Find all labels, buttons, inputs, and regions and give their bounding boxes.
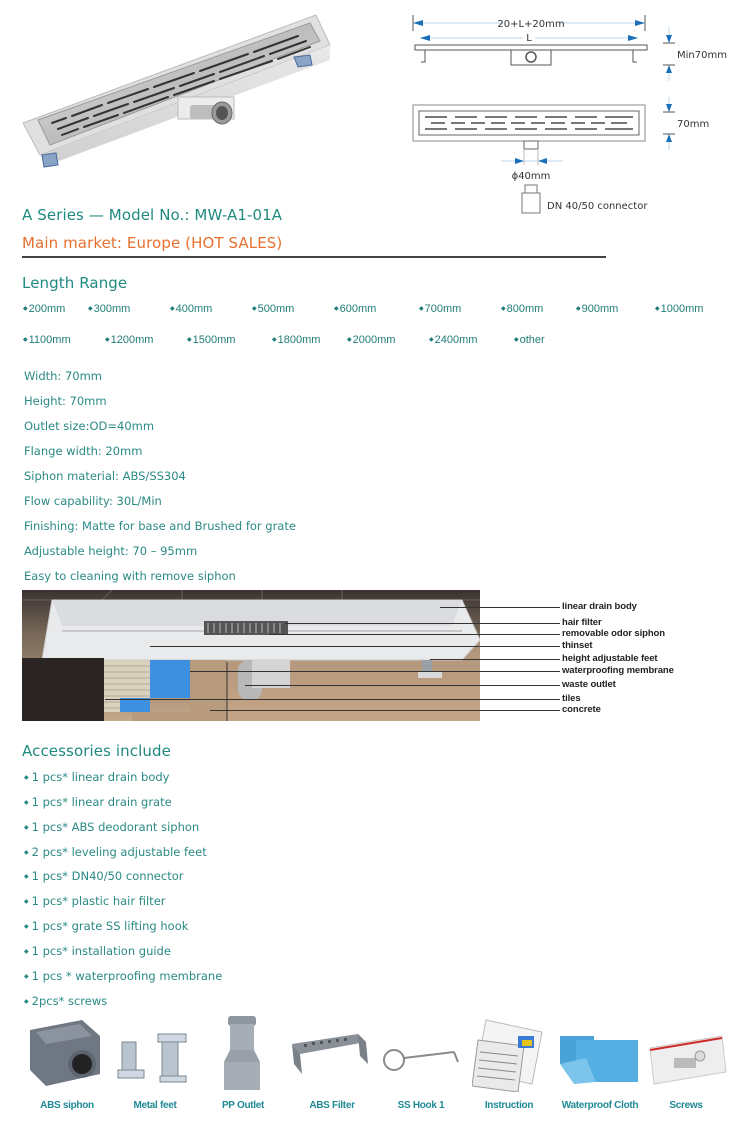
thumb-label-abs-siphon: ABS siphon bbox=[40, 1100, 94, 1111]
instruction-sheet-icon bbox=[472, 1012, 550, 1092]
length-option: ◆ 900mm bbox=[576, 303, 618, 315]
callout-waste-outlet: waste outlet bbox=[562, 679, 616, 690]
outlet-diameter-label: ϕ40mm bbox=[511, 171, 551, 182]
accessory-item: ◆ 1 pcs* DN40/50 connector bbox=[24, 869, 183, 883]
spec-flange-width: Flange width: 20mm bbox=[24, 444, 143, 458]
callout-linear-drain-body: linear drain body bbox=[562, 601, 637, 612]
width-70mm-label: 70mm bbox=[677, 119, 710, 130]
dimension-diagram bbox=[405, 5, 750, 220]
length-option: ◆ 800mm bbox=[501, 303, 543, 315]
callout-odor-siphon: removable odor siphon bbox=[562, 628, 665, 639]
accessory-item: ◆ 1 pcs* linear drain grate bbox=[24, 795, 172, 809]
length-l-label: L bbox=[526, 33, 532, 44]
thumb-label-ss-hook: SS Hook 1 bbox=[397, 1100, 445, 1111]
screws-bag-icon bbox=[646, 1012, 730, 1092]
accessories-heading: Accessories include bbox=[22, 742, 171, 760]
product-image-linear-drain bbox=[18, 5, 358, 175]
accessory-item: ◆ 1 pcs* ABS deodorant siphon bbox=[24, 820, 199, 834]
spec-siphon-material: Siphon material: ABS/SS304 bbox=[24, 469, 186, 483]
metal-feet-icon bbox=[114, 1012, 194, 1092]
accessory-item: ◆ 2 pcs* leveling adjustable feet bbox=[24, 845, 207, 859]
spec-outlet-size: Outlet size:OD=40mm bbox=[24, 419, 155, 433]
thumb-label-instruction: Instruction bbox=[484, 1100, 534, 1111]
callout-line bbox=[430, 659, 560, 660]
length-option: ◆ 1200mm bbox=[105, 334, 153, 346]
length-option: ◆ 600mm bbox=[334, 303, 376, 315]
connector-label: DN 40/50 connector bbox=[547, 201, 648, 212]
length-option: ◆ 1100mm bbox=[23, 334, 71, 346]
length-option: ◆ other bbox=[514, 334, 545, 346]
thumb-label-screws: Screws bbox=[669, 1100, 703, 1111]
callout-line bbox=[245, 685, 560, 686]
callout-thinset: thinset bbox=[562, 640, 593, 651]
callout-line bbox=[105, 699, 560, 700]
spec-width: Width: 70mm bbox=[24, 369, 102, 383]
main-market-label: Main market: Europe (HOT SALES) bbox=[22, 234, 283, 252]
installation-diagram bbox=[22, 590, 480, 721]
spec-adjustable-height: Adjustable height: 70 – 95mm bbox=[24, 544, 198, 558]
callout-line bbox=[440, 607, 560, 608]
length-option: ◆ 700mm bbox=[419, 303, 461, 315]
callout-line bbox=[285, 623, 560, 624]
siphon-icon bbox=[22, 1012, 106, 1092]
pipe-outlet-icon bbox=[218, 1012, 268, 1092]
accessory-item: ◆ 1 pcs * waterproofing membrane bbox=[24, 969, 222, 983]
filter-icon bbox=[288, 1012, 372, 1092]
spec-finishing: Finishing: Matte for base and Brushed for grate bbox=[24, 519, 296, 533]
length-option: ◆ 1800mm bbox=[272, 334, 320, 346]
length-option: ◆ 300mm bbox=[88, 303, 130, 315]
spec-flow-capability: Flow capability: 30L/Min bbox=[24, 494, 162, 508]
length-option: ◆ 2000mm bbox=[347, 334, 395, 346]
length-range-heading: Length Range bbox=[22, 274, 128, 292]
cloth-icon bbox=[556, 1012, 642, 1092]
callout-hair-filter: hair filter bbox=[562, 617, 602, 628]
callout-line bbox=[150, 646, 560, 647]
accessory-item: ◆ 1 pcs* installation guide bbox=[24, 944, 171, 958]
overall-length-label: 20+L+20mm bbox=[497, 19, 565, 30]
callout-line bbox=[190, 671, 560, 672]
length-option: ◆ 500mm bbox=[252, 303, 294, 315]
min-height-label: Min70mm bbox=[677, 50, 727, 61]
length-option: ◆ 200mm bbox=[23, 303, 65, 315]
callout-waterproofing-membrane: waterproofing membrane bbox=[562, 665, 674, 676]
callout-adjustable-feet: height adjustable feet bbox=[562, 653, 658, 664]
accessory-item: ◆ 1 pcs* plastic hair filter bbox=[24, 894, 166, 908]
thumb-label-waterproof-cloth: Waterproof Cloth bbox=[561, 1100, 639, 1111]
length-option: ◆ 2400mm bbox=[429, 334, 477, 346]
model-title: A Series — Model No.: MW-A1-01A bbox=[22, 206, 283, 224]
hook-icon bbox=[378, 1012, 462, 1092]
thumb-label-abs-filter: ABS Filter bbox=[309, 1100, 355, 1111]
thumb-label-metal-feet: Metal feet bbox=[133, 1100, 177, 1111]
length-option: ◆ 1000mm bbox=[655, 303, 703, 315]
length-option: ◆ 400mm bbox=[170, 303, 212, 315]
thumb-label-pp-outlet: PP Outlet bbox=[221, 1100, 265, 1111]
spec-height: Height: 70mm bbox=[24, 394, 107, 408]
accessory-item: ◆ 1 pcs* linear drain body bbox=[24, 770, 169, 784]
callout-concrete: concrete bbox=[562, 704, 601, 715]
callout-line bbox=[270, 634, 560, 635]
accessory-item: ◆ 2pcs* screws bbox=[24, 994, 107, 1008]
accessory-item: ◆ 1 pcs* grate SS lifting hook bbox=[24, 919, 188, 933]
section-divider bbox=[22, 256, 606, 258]
spec-easy-cleaning: Easy to cleaning with remove siphon bbox=[24, 569, 236, 583]
callout-line bbox=[210, 710, 560, 711]
length-option: ◆ 1500mm bbox=[187, 334, 235, 346]
callout-tiles: tiles bbox=[562, 693, 581, 704]
